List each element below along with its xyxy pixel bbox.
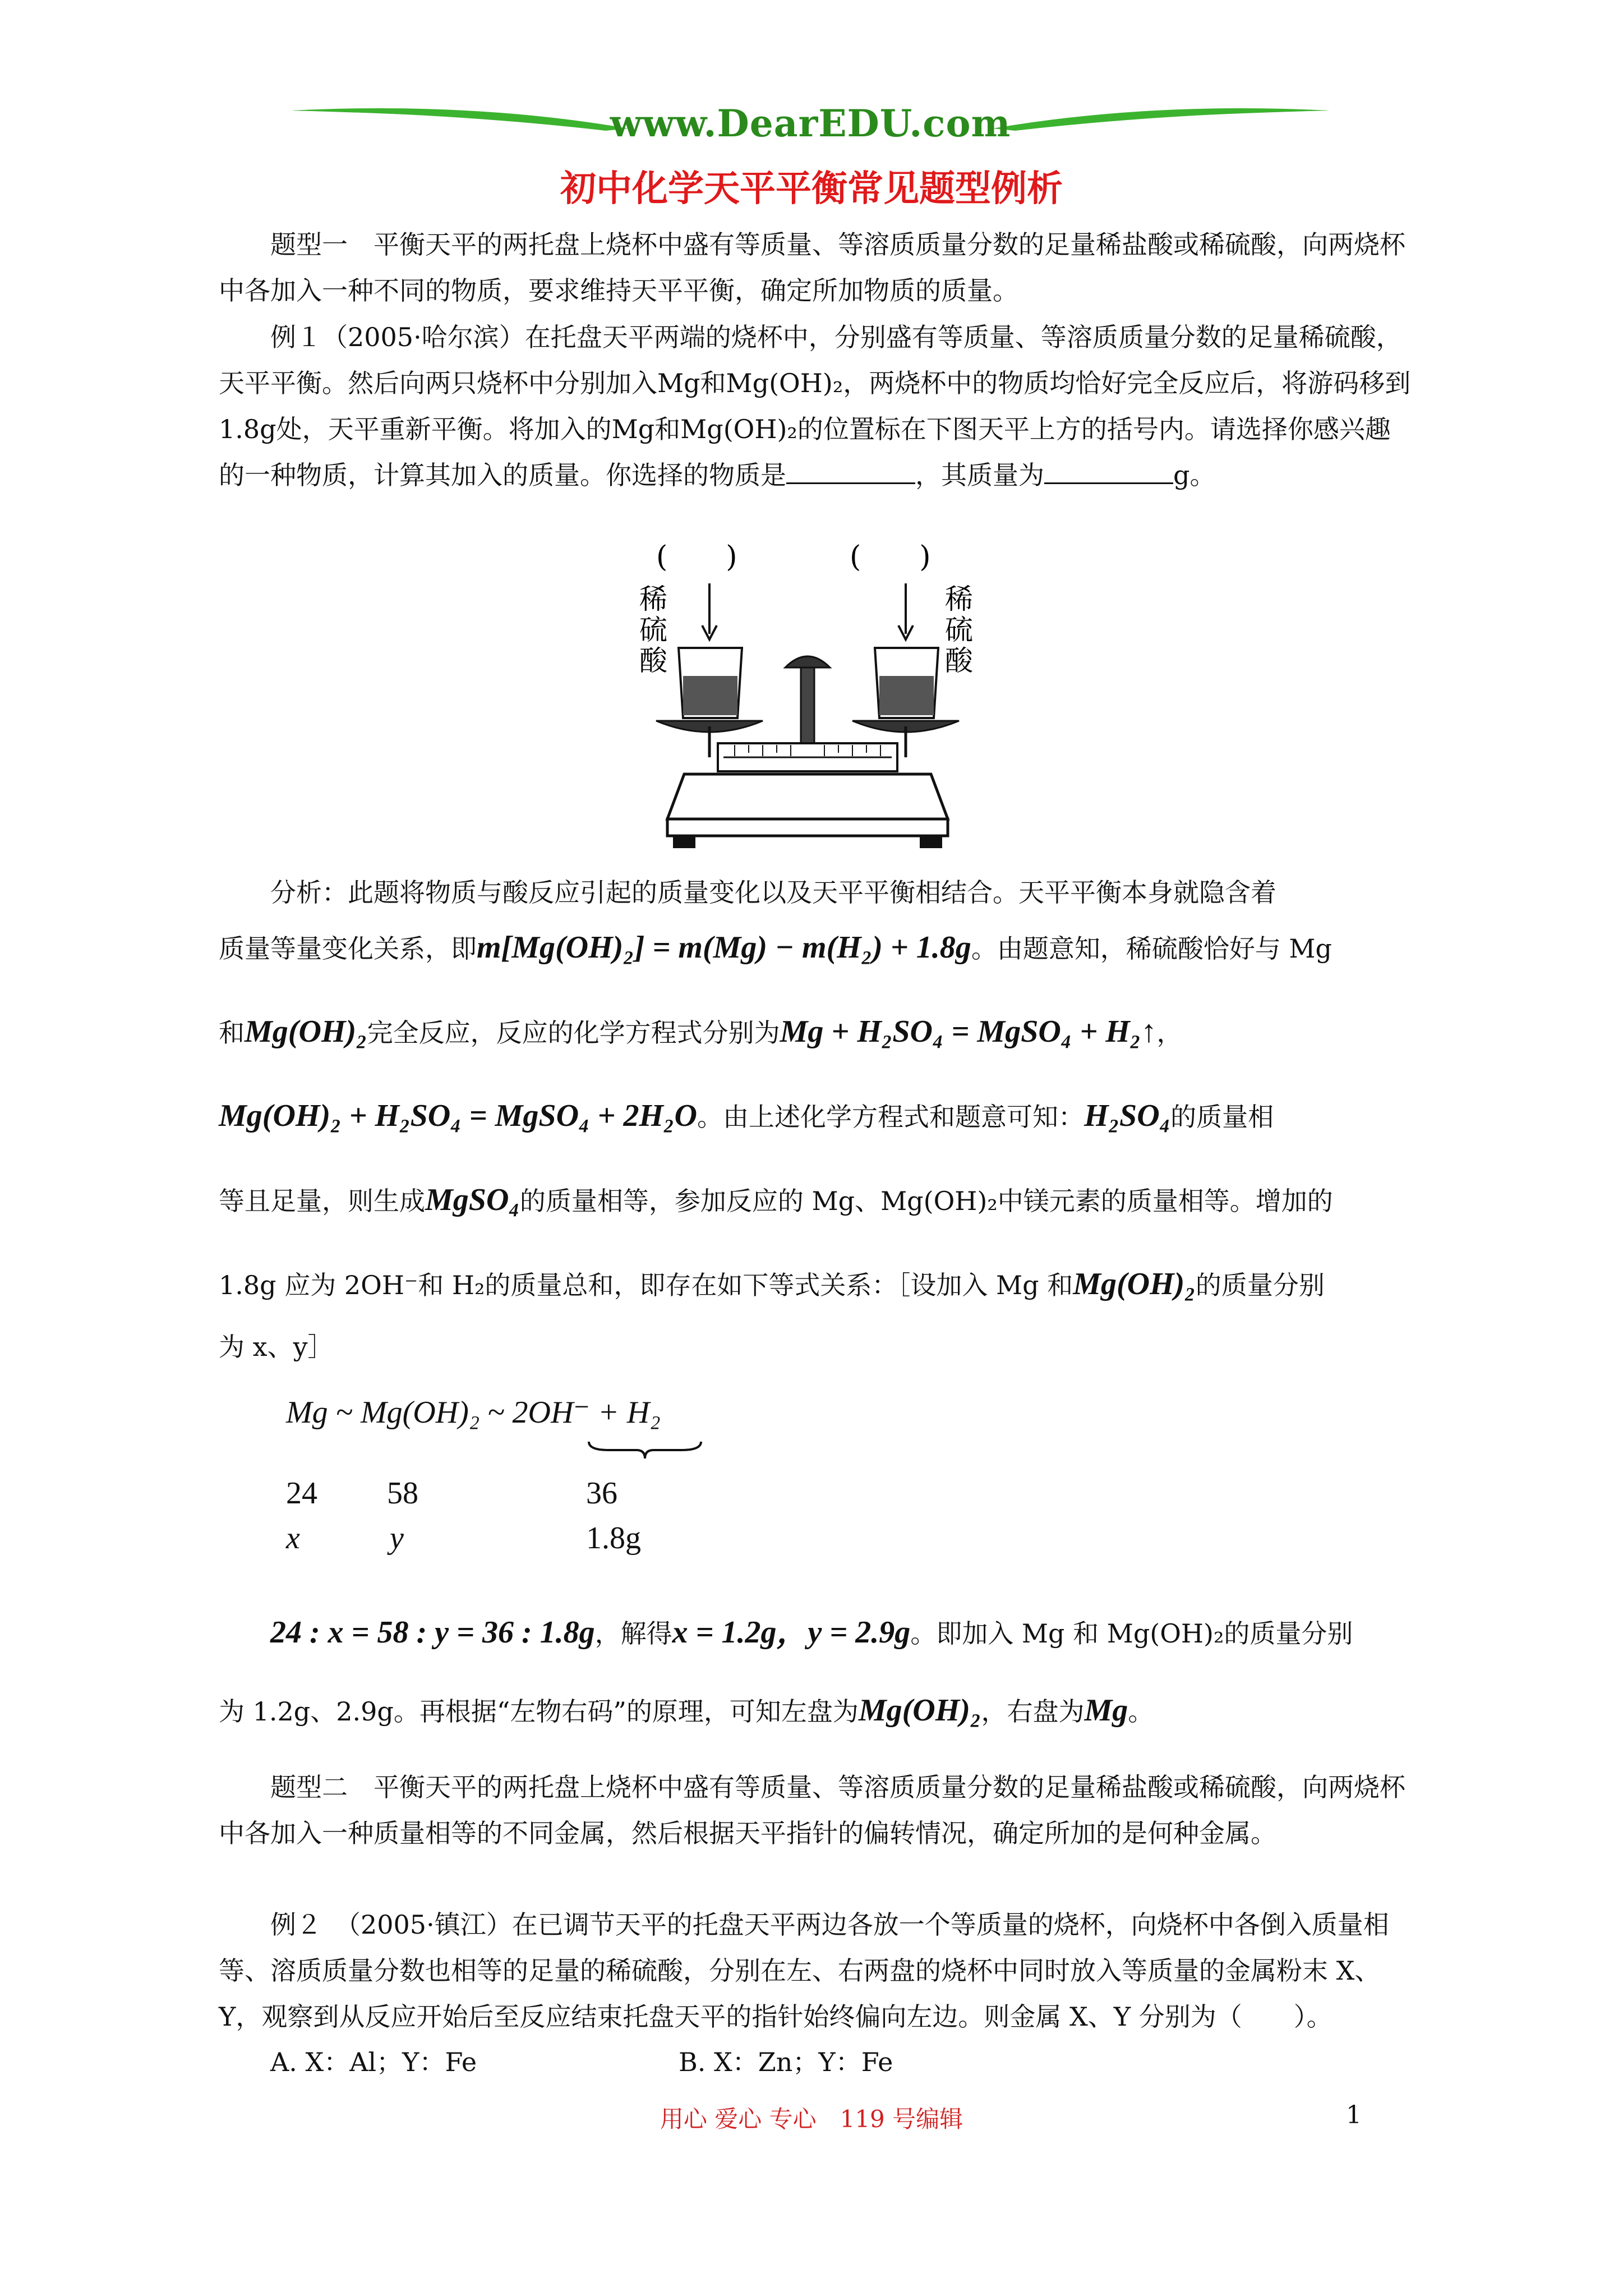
solution-text: 。即加入 Mg 和 Mg(OH)₂的质量分别 — [910, 1618, 1353, 1649]
analysis-line-4 — [219, 1097, 1424, 1134]
site-banner — [292, 98, 1329, 160]
answer-blank-mass — [1044, 457, 1173, 484]
balance-illustration — [634, 533, 981, 869]
page-number: 1 — [1346, 2101, 1362, 2129]
formula: Mg(OH)₂ — [858, 1693, 981, 1728]
analysis-text: 质量等量变化关系，即 — [219, 933, 477, 964]
bracket-left: ( ) — [656, 540, 737, 574]
formula: H₂SO₄ — [1083, 1098, 1171, 1133]
answer-blank-substance — [786, 457, 915, 484]
analysis-text: 等且足量，则生成 — [219, 1186, 425, 1216]
unknown-x: x — [286, 1521, 300, 1556]
analysis-line-3 — [219, 1013, 1424, 1050]
analysis-text: 完全反应，反应的化学方程式分别为 — [367, 1018, 780, 1048]
underbrace-graphic — [586, 1439, 704, 1461]
section1-intro: 题型一 平衡天平的两托盘上烧杯中盛有等质量、等溶质质量分数的足量稀盐酸或稀硫酸，向两烧杯中各加入一种不同的物质，要求维持天平平衡，确定所加物质的质量。 — [219, 229, 1405, 306]
analysis-text: 的质量相 — [1170, 1102, 1274, 1132]
example2-text: 例２ （2005·镇江）在已调节天平的托盘天平两边各放一个等质量的烧杯，向烧杯中各倒入质量相等、溶质质量分数也相等的足量的稀硫酸，分别在左、右两盘的烧杯中同时放入等质量的金属粉末 X、Y，观察到从反应开始后至反应结束托盘天平的指针始终偏向左边。则金属 X、Y 分别为（ ）。 — [219, 1910, 1389, 2032]
example1-end: g。 — [1173, 460, 1216, 490]
molar-mass-2: 58 — [387, 1476, 418, 1511]
analysis-line-2 — [219, 928, 1424, 965]
molar-mass-3: 36 — [586, 1476, 617, 1511]
mass-relation-equation: m[Mg(OH)₂] = m(Mg) − m(H₂) + 1.8g — [477, 930, 971, 965]
section2-intro: 题型二 平衡天平的两托盘上烧杯中盛有等质量、等溶质质量分数的足量稀盐酸或稀硫酸，向两烧杯中各加入一种质量相等的不同金属，然后根据天平指针的偏转情况，确定所加的是何种金属。 — [219, 1772, 1405, 1848]
molar-mass-1: 24 — [286, 1476, 317, 1511]
analysis-text: 。由题意知，稀硫酸恰好与 Mg — [971, 933, 1332, 964]
analysis-line-1: 分析：此题将物质与酸反应引起的质量变化以及天平平衡相结合。天平平衡本身就隐含着 — [270, 877, 1276, 908]
label-right: 稀硫酸 — [945, 583, 973, 677]
solution-text: ，右盘为 — [981, 1696, 1085, 1727]
analysis-text: 和 — [219, 1018, 245, 1048]
page-title: 初中化学天平平衡常见题型例析 — [560, 168, 1063, 210]
solution-line-2 — [219, 1691, 1424, 1728]
option-a: A. X：Al；Y：Fe — [270, 2047, 477, 2077]
solution-text: 。 — [1128, 1696, 1154, 1727]
label-left: 稀硫酸 — [639, 583, 667, 677]
example1-text — [219, 314, 1413, 498]
analysis-text: 。由上述化学方程式和题意可知： — [697, 1102, 1084, 1132]
analysis-text: 的质量分别 — [1195, 1270, 1325, 1300]
proportion-equation: 24 : x = 58 : y = 36 : 1.8g — [270, 1615, 595, 1650]
solution-text: ，解得 — [594, 1618, 672, 1649]
balance-figure — [634, 533, 981, 869]
page-footer: 用心 爱心 专心 119 号编辑 — [660, 2105, 963, 2133]
reaction-equation-mg: Mg + H₂SO₄ = MgSO₄ + H₂↑ — [780, 1014, 1157, 1049]
analysis-line-6 — [219, 1265, 1424, 1302]
solution-line-1 — [219, 1607, 1476, 1652]
site-name: www.DearEDU.com — [610, 102, 1011, 145]
reaction-equation-mgoh2: Mg(OH)₂ + H₂SO₄ = MgSO₄ + 2H₂O — [219, 1098, 697, 1133]
analysis-text: ， — [1156, 1018, 1183, 1048]
given-mass: 1.8g — [586, 1521, 641, 1556]
option-b: B. X：Zn；Y：Fe — [679, 2047, 893, 2077]
formula: MgSO₄ — [425, 1182, 520, 1217]
solution-text: 为 1.2g、2.9g。再根据“左物右码”的原理，可知左盘为 — [219, 1696, 859, 1727]
bracket-right: ( ) — [850, 540, 931, 574]
formula: Mg(OH)₂ — [245, 1014, 367, 1049]
analysis-line-5 — [219, 1181, 1424, 1218]
unknown-y: y — [390, 1521, 404, 1556]
analysis-text: 1.8g 应为 2OH⁻和 H₂的质量总和，即存在如下等式关系：［设加入 Mg 和 — [219, 1270, 1073, 1300]
example1-body: 例１（2005·哈尔滨）在托盘天平两端的烧杯中，分别盛有等质量、等溶质质量分数的足量稀硫酸，天平平衡。然后向两只烧杯中分别加入Mg和Mg(OH)₂，两烧杯中的物质均恰好完全反应后，将游码移到1.8g处，天平重新平衡。将加入的Mg和Mg(OH)₂的位置标在下图天平上方的括号内。请选择你感兴趣的一种物质，计算其加入的质量。你选择的物质是 — [219, 322, 1411, 490]
formula: Mg(OH)₂ — [1073, 1267, 1196, 1301]
analysis-text: 的质量相等，参加反应的 Mg、Mg(OH)₂中镁元素的质量相等。增加的 — [519, 1186, 1333, 1216]
analysis-line-7: 为 x、y］ — [219, 1332, 334, 1362]
example1-mid: ，其质量为 — [915, 460, 1044, 490]
stoichiometric-relation: Mg ~ Mg(OH)₂ ~ 2OH⁻ + H₂ — [286, 1395, 661, 1430]
formula: Mg — [1084, 1693, 1128, 1728]
solution-result: x = 1.2g，y = 2.9g — [672, 1615, 911, 1650]
